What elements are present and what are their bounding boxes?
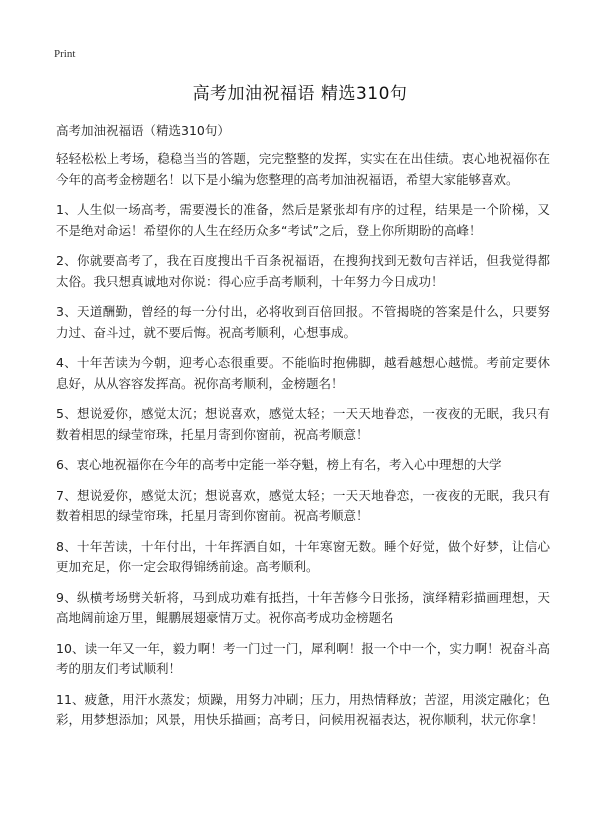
intro-paragraph: 轻轻松松上考场，稳稳当当的答题，完完整整的发挥，实实在在出佳绩。衷心地祝福你在今年的高考金榜题名！以下是小编为您整理的高考加油祝福语，希望大家能够喜欢。	[56, 151, 550, 187]
blessing-item-7: 7、想说爱你，感觉太沉；想说喜欢，感觉太轻；一天天地眷恋，一夜夜的无眠，我只有数着相思的绿莹帘珠，托星月寄到你窗前。祝高考顺意！	[56, 487, 550, 523]
blessing-item-6: 6、衷心地祝福你在今年的高考中定能一举夺魁，榜上有名，考入心中理想的大学	[56, 457, 502, 472]
blessing-item-3: 3、天道酬勤，曾经的每一分付出，必将收到百倍回报。不管揭晓的答案是什么，只要努力过、奋斗过，就不要后悔。祝高考顺利，心想事成。	[56, 304, 550, 340]
blessing-item-10: 10、读一年又一年，毅力啊！考一门过一门，犀利啊！报一个中一个，实力啊！祝奋斗高考的朋友们考试顺利！	[56, 640, 550, 676]
print-label: Print	[54, 48, 76, 60]
blessing-item-1: 1、人生似一场高考，需要漫长的准备，然后是紧张却有序的过程，结果是一个阶梯，又不是绝对命运！希望你的人生在经历众多“考试”之后，登上你所期盼的高峰！	[56, 202, 550, 238]
page-title: 高考加油祝福语 精选310句	[192, 84, 408, 104]
blessing-item-11: 11、疲惫，用汗水蒸发；烦躁，用努力冲刷；压力，用热情释放；苦涩，用淡定融化；色彩，用梦想添加；风景，用快乐描画；高考日，问候用祝福表达，祝你顺利，状元你拿！	[56, 691, 550, 727]
blessing-item-5: 5、想说爱你，感觉太沉；想说喜欢，感觉太轻；一天天地眷恋，一夜夜的无眠，我只有数着相思的绿莹帘珠，托星月寄到你窗前，祝高考顺意！	[56, 406, 550, 442]
blessing-item-8: 8、十年苦读，十年付出，十年挥洒自如，十年寒窗无数。睡个好觉，做个好梦，让信心更加充足，你一定会取得锦绣前途。高考顺利。	[56, 538, 550, 574]
blessing-item-9: 9、纵横考场劈关斩将，马到成功难有抵挡，十年苦修今日张扬，演绎精彩描画理想，天高地阔前途万里，鲲鹏展翅豪情万丈。祝你高考成功金榜题名	[56, 589, 550, 625]
blessing-item-4: 4、十年苦读为今朝，迎考心态很重要。不能临时抱佛脚，越看越想心越慌。考前定要休息好，从从容容发挥高。祝你高考顺利，金榜题名！	[56, 355, 550, 391]
article-body	[56, 149, 550, 741]
page-subtitle: 高考加油祝福语（精选310句）	[56, 123, 230, 138]
blessing-item-2: 2、你就要高考了，我在百度搜出千百条祝福语，在搜狗找到无数句吉祥话，但我觉得都太俗。我只想真诚地对你说：得心应手高考顺利，十年努力今日成功！	[56, 253, 550, 289]
